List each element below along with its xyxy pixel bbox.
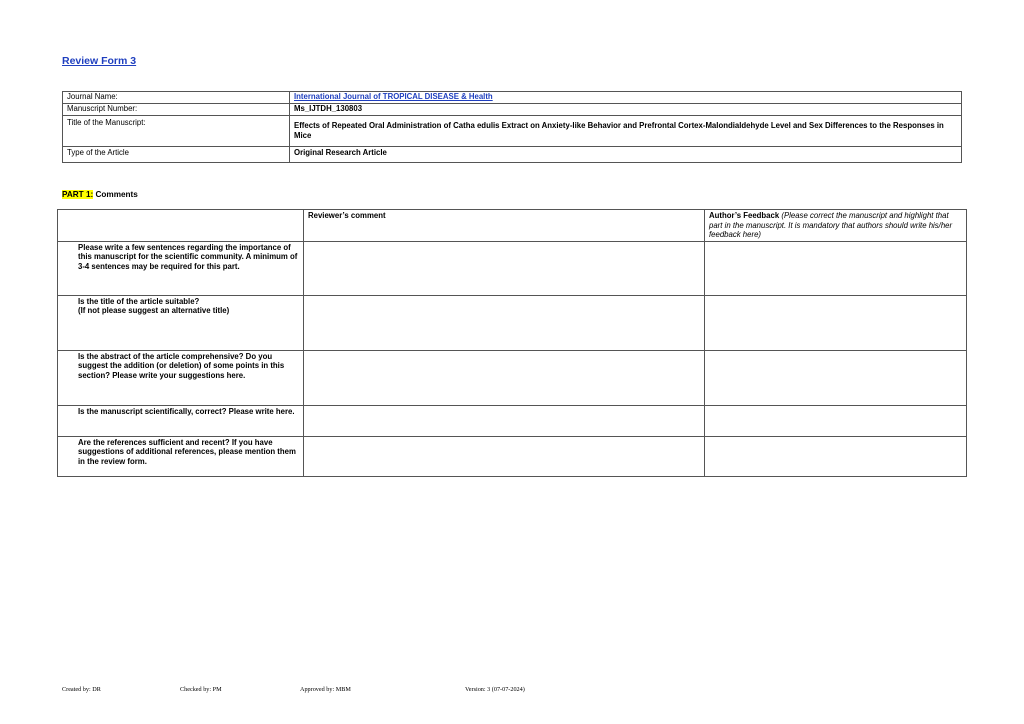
- question-row: [58, 350, 967, 405]
- comments-header-row: [58, 210, 967, 242]
- comments-table: [57, 209, 967, 477]
- author-feedback-cell[interactable]: [705, 436, 967, 476]
- journal-name-row: [63, 92, 962, 104]
- reviewer-comment-header: Reviewer’s comment: [304, 210, 705, 242]
- author-feedback-header-title: Author’s Feedback: [709, 211, 780, 220]
- author-feedback-cell[interactable]: [705, 350, 967, 405]
- part1-heading-text: Comments: [93, 190, 138, 199]
- question-references: Are the references sufficient and recent? If you have suggestions of additional references, please mention them in the review form.: [58, 436, 304, 476]
- footer-approved-by: Approved by: MBM: [300, 686, 351, 693]
- journal-name-value: [290, 92, 962, 104]
- question-row: [58, 241, 967, 295]
- footer-checked-by: Checked by: PM: [180, 686, 222, 693]
- article-type-value: Original Research Article: [290, 147, 962, 163]
- journal-name-link[interactable]: International Journal of TROPICAL DISEASE & Health: [294, 92, 493, 101]
- question-title-suitable-line1: Is the title of the article suitable?: [78, 296, 200, 306]
- manuscript-title-label: Title of the Manuscript:: [63, 116, 290, 147]
- footer-created-by: Created by: DR: [62, 686, 101, 693]
- part1-heading: [62, 190, 138, 199]
- article-type-label: Type of the Article: [63, 147, 290, 163]
- manuscript-title-row: [63, 116, 962, 147]
- question-row: [58, 295, 967, 350]
- article-type-row: [63, 147, 962, 163]
- reviewer-comment-cell[interactable]: [304, 295, 705, 350]
- question-abstract: Is the abstract of the article comprehensive? Do you suggest the addition (or deletion) of some points in this section? Please write your suggestions here.: [58, 350, 304, 405]
- manuscript-number-value: Ms_IJTDH_130803: [290, 104, 962, 116]
- author-feedback-cell[interactable]: [705, 241, 967, 295]
- question-row: [58, 405, 967, 436]
- question-scientific: Is the manuscript scientifically, correct? Please write here.: [58, 405, 304, 436]
- reviewer-comment-cell[interactable]: [304, 350, 705, 405]
- journal-name-label: Journal Name:: [63, 92, 290, 104]
- question-title-suitable: [58, 295, 304, 350]
- question-row: [58, 436, 967, 476]
- author-feedback-header-note: (Please correct the manuscript and highlight that part in the manuscript. It is mandatory that authors should write his/her feedback here): [709, 211, 953, 240]
- question-importance: Please write a few sentences regarding the importance of this manuscript for the scientific community. A minimum of 3-4 sentences may be required for this part.: [58, 241, 304, 295]
- manuscript-number-label: Manuscript Number:: [63, 104, 290, 116]
- reviewer-comment-cell[interactable]: [304, 436, 705, 476]
- reviewer-comment-cell[interactable]: [304, 241, 705, 295]
- footer-version: Version: 3 (07-07-2024): [465, 686, 525, 693]
- author-feedback-header: [705, 210, 967, 242]
- author-feedback-cell[interactable]: [705, 295, 967, 350]
- question-header-cell: [58, 210, 304, 242]
- manuscript-info-table: [62, 91, 962, 163]
- manuscript-title-value: Effects of Repeated Oral Administration of Catha edulis Extract on Anxiety-like Behavior and Prefrontal Cortex-Malondialdehyde Level and Sex Differences to the Responses in Mice: [290, 116, 962, 147]
- manuscript-number-row: [63, 104, 962, 116]
- form-title: Review Form 3: [62, 55, 137, 67]
- reviewer-comment-cell[interactable]: [304, 405, 705, 436]
- author-feedback-cell[interactable]: [705, 405, 967, 436]
- part1-heading-highlight: PART 1:: [62, 190, 94, 199]
- question-title-suitable-line2: (If not please suggest an alternative title): [78, 306, 230, 316]
